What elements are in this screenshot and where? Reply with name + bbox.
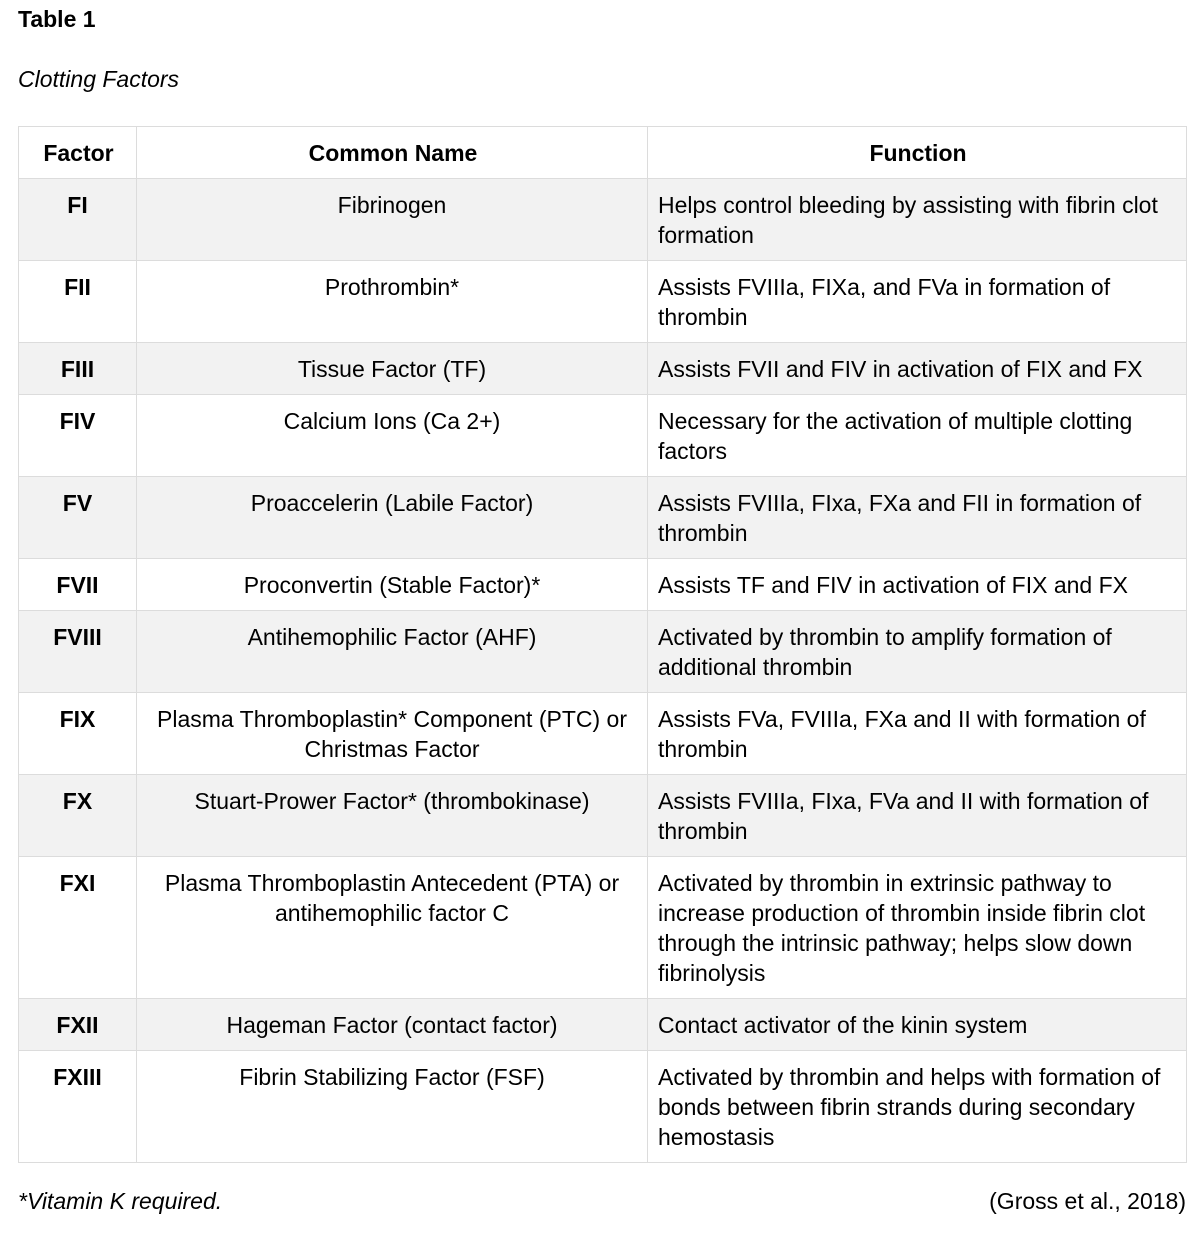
table-row — [19, 261, 1187, 343]
factor-cell: FX — [19, 775, 137, 857]
header-row — [19, 127, 1187, 179]
function-cell: Assists TF and FIV in activation of FIX and FX — [648, 559, 1187, 611]
table-row — [19, 477, 1187, 559]
factor-cell: FIII — [19, 343, 137, 395]
function-cell: Activated by thrombin and helps with formation of bonds between fibrin strands during secondary hemostasis — [648, 1051, 1187, 1163]
function-cell: Assists FVIIIa, FIxa, FVa and II with formation of thrombin — [648, 775, 1187, 857]
citation: (Gross et al., 2018) — [989, 1188, 1186, 1214]
table-row — [19, 999, 1187, 1051]
factor-cell: FV — [19, 477, 137, 559]
common-name-cell: Proconvertin (Stable Factor)* — [137, 559, 648, 611]
common-name-cell: Proaccelerin (Labile Factor) — [137, 477, 648, 559]
table-row — [19, 775, 1187, 857]
table-row — [19, 179, 1187, 261]
footnote: *Vitamin K required. — [18, 1188, 223, 1214]
function-cell: Assists FVIIIa, FIXa, and FVa in formation of thrombin — [648, 261, 1187, 343]
table-row — [19, 395, 1187, 477]
factor-cell: FII — [19, 261, 137, 343]
function-cell: Assists FVII and FIV in activation of FIX and FX — [648, 343, 1187, 395]
function-cell: Necessary for the activation of multiple clotting factors — [648, 395, 1187, 477]
common-name-cell: Plasma Thromboplastin Antecedent (PTA) or antihemophilic factor C — [137, 857, 648, 999]
function-cell: Activated by thrombin to amplify formation of additional thrombin — [648, 611, 1187, 693]
function-cell: Assists FVIIIa, FIxa, FXa and FII in formation of thrombin — [648, 477, 1187, 559]
common-name-cell: Antihemophilic Factor (AHF) — [137, 611, 648, 693]
factor-cell: FXI — [19, 857, 137, 999]
function-cell: Contact activator of the kinin system — [648, 999, 1187, 1051]
function-cell: Activated by thrombin in extrinsic pathway to increase production of thrombin inside fibrin clot through the intrinsic pathway; helps slow down fibrinolysis — [648, 857, 1187, 999]
table-number: Table 1 — [18, 6, 96, 32]
function-cell: Helps control bleeding by assisting with fibrin clot formation — [648, 179, 1187, 261]
function-cell: Assists FVa, FVIIIa, FXa and II with formation of thrombin — [648, 693, 1187, 775]
table-row — [19, 343, 1187, 395]
common-name-cell: Fibrin Stabilizing Factor (FSF) — [137, 1051, 648, 1163]
common-name-cell: Prothrombin* — [137, 261, 648, 343]
factor-cell: FXII — [19, 999, 137, 1051]
table-row — [19, 559, 1187, 611]
factor-cell: FIX — [19, 693, 137, 775]
header-factor: Factor — [19, 127, 137, 179]
factor-cell: FVII — [19, 559, 137, 611]
common-name-cell: Fibrinogen — [137, 179, 648, 261]
common-name-cell: Tissue Factor (TF) — [137, 343, 648, 395]
table-row — [19, 1051, 1187, 1163]
header-function: Function — [648, 127, 1187, 179]
factor-cell: FVIII — [19, 611, 137, 693]
table-row — [19, 693, 1187, 775]
common-name-cell: Hageman Factor (contact factor) — [137, 999, 648, 1051]
factor-cell: FIV — [19, 395, 137, 477]
common-name-cell: Stuart-Prower Factor* (thrombokinase) — [137, 775, 648, 857]
table-title: Clotting Factors — [18, 66, 180, 92]
table-row — [19, 857, 1187, 999]
factor-cell: FXIII — [19, 1051, 137, 1163]
common-name-cell: Calcium Ions (Ca 2+) — [137, 395, 648, 477]
clotting-factors-table — [18, 126, 1187, 1163]
common-name-cell: Plasma Thromboplastin* Component (PTC) or Christmas Factor — [137, 693, 648, 775]
table-row — [19, 611, 1187, 693]
factor-cell: FI — [19, 179, 137, 261]
header-common-name: Common Name — [137, 127, 648, 179]
